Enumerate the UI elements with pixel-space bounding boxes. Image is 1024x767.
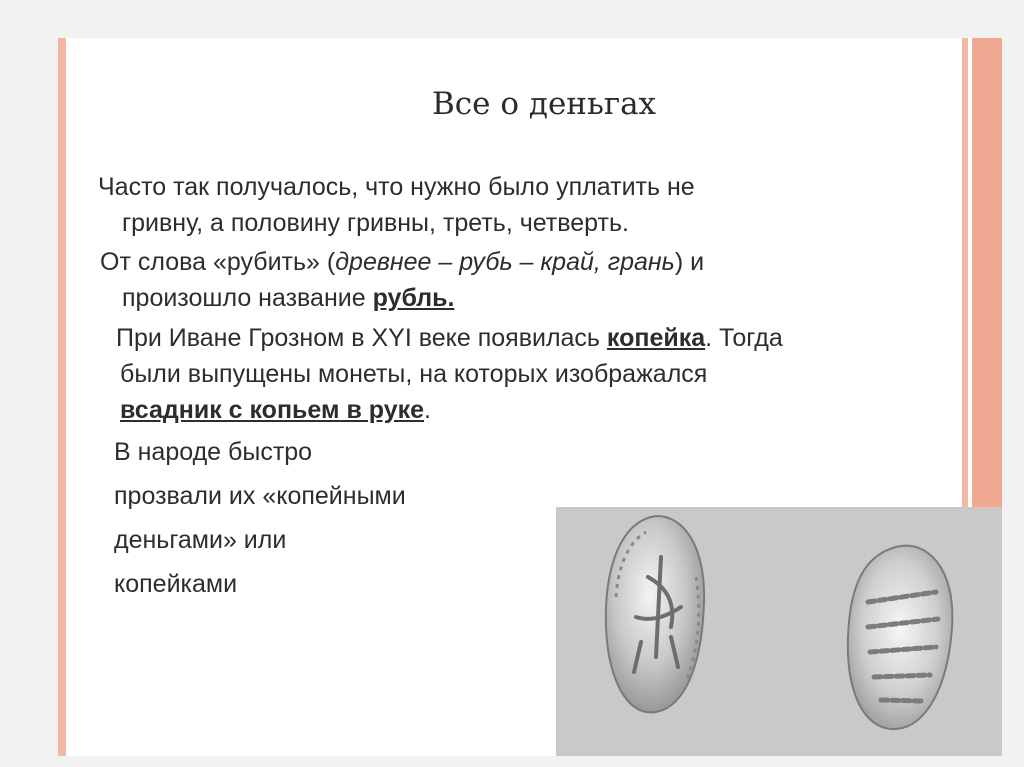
paragraph-line <box>100 244 704 280</box>
paragraph-line: деньгами» или <box>114 526 287 554</box>
left-accent-stripe <box>58 38 66 756</box>
paragraph-rubl <box>100 244 704 316</box>
text-run: . Тогда <box>705 324 783 352</box>
paragraph-line <box>116 320 783 356</box>
paragraph-line: были выпущены монеты, на которых изображался <box>120 360 708 388</box>
text-run: произошло название <box>122 284 373 312</box>
paragraph-naming <box>114 430 406 606</box>
paragraph-line <box>100 280 704 316</box>
keyword-horseman: всадник с копьем в руке <box>120 396 425 424</box>
text-run: От слова «рубить» ( <box>100 248 336 276</box>
paragraph-line: прозвали их «копейными <box>114 482 406 510</box>
coins-illustration <box>556 507 1002 756</box>
paragraph-line: В народе быстро <box>114 438 313 466</box>
paragraph-line: гривну, а половину гривны, треть, четверть. <box>122 209 629 237</box>
coin-reverse <box>848 546 953 729</box>
paragraph-line: копейками <box>114 570 238 598</box>
keyword-kopeyka: копейка <box>606 324 706 352</box>
coin-obverse <box>606 516 704 712</box>
paragraph-grivna <box>98 169 695 241</box>
italic-text: древнее – рубь – край, грань <box>335 248 675 276</box>
text-run: ) и <box>674 248 705 276</box>
paragraph-kopeyka <box>116 320 783 428</box>
kopeyka-coins-photo <box>556 507 1002 756</box>
slide-title: Все о деньгах <box>432 86 657 122</box>
paragraph-line <box>116 392 783 428</box>
text-run: . <box>424 396 431 424</box>
paragraph-line: Часто так получалось, что нужно было уплатить не <box>98 173 695 201</box>
text-run: При Иване Грозном в XYI веке появилась <box>116 324 607 352</box>
keyword-rubl: рубль. <box>372 284 455 312</box>
